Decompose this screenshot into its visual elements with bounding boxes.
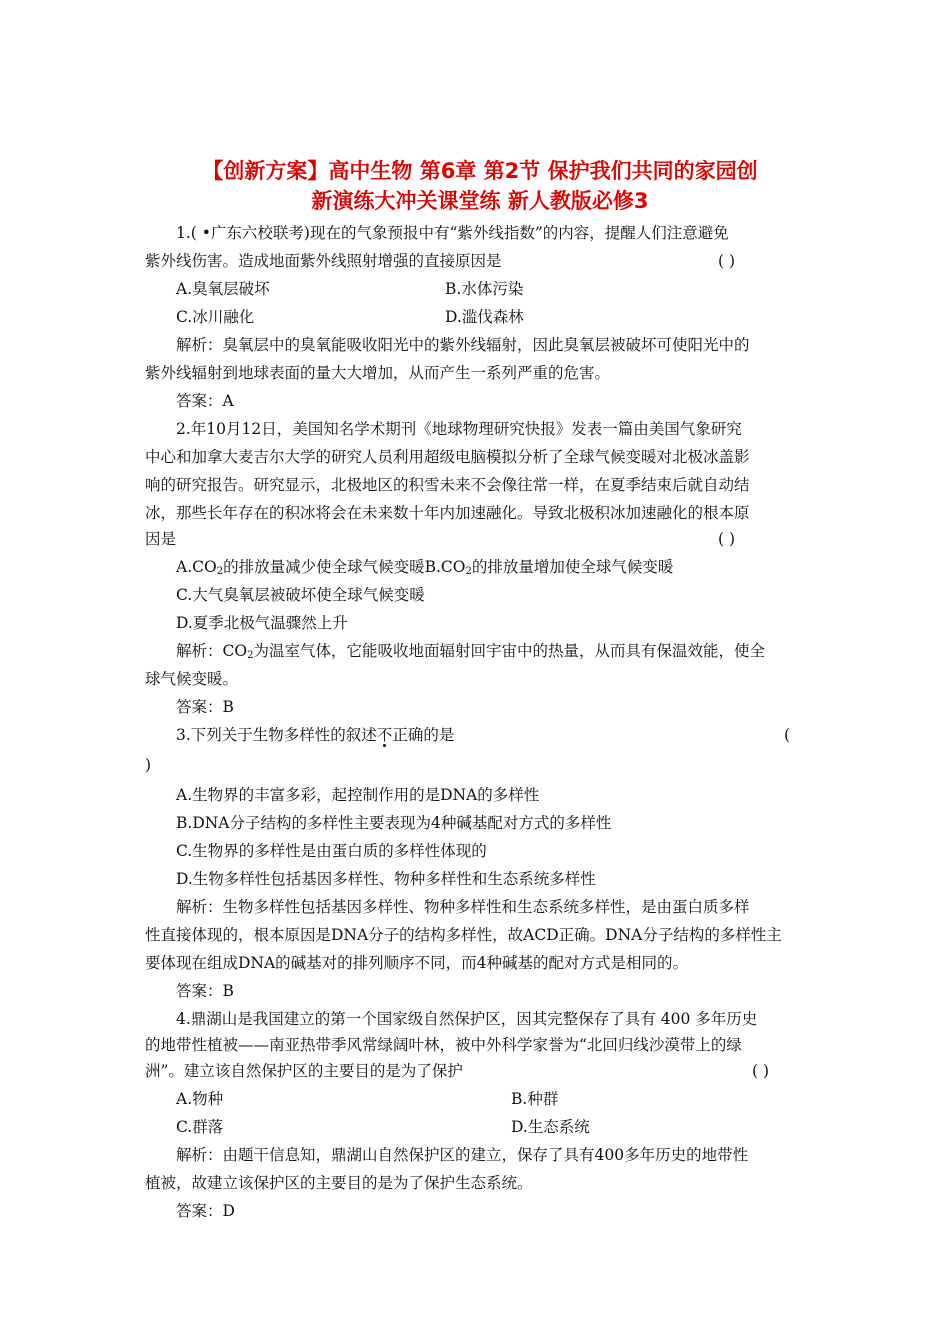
q4-option-b: B.种群 bbox=[511, 1090, 559, 1108]
q1-stem-line-2: 紫外线伤害。造成地面紫外线照射增强的直接原因是 bbox=[145, 252, 502, 270]
q3-stem-suffix: 正确的是 bbox=[392, 726, 455, 744]
q2-option-a-subscript: 2 bbox=[216, 566, 224, 577]
document-title-line-1: 【创新方案】高中生物 第6章 第2节 保护我们共同的家园创 bbox=[202, 159, 758, 183]
q1-answer-blank: ( ) bbox=[718, 252, 736, 270]
q2-option-b-text: 的排放量增加使全球气候变暖 bbox=[471, 558, 674, 576]
q2-analysis-text: 为温室气体，它能吸收地面辐射回宇宙中的热量，从而具有保温效能，使全 bbox=[253, 642, 765, 660]
q4-analysis-line-2: 植被，故建立该保护区的主要目的是为了保护生态系统。 bbox=[145, 1174, 533, 1192]
q2-option-a-b bbox=[176, 556, 673, 583]
q3-option-d: D.生物多样性包括基因多样性、物种多样性和生态系统多样性 bbox=[176, 870, 596, 888]
q4-analysis-line-1: 解析：由题干信息知，鼎湖山自然保护区的建立，保存了具有400多年历史的地带性 bbox=[176, 1146, 749, 1164]
q2-option-b-prefix: B.CO bbox=[424, 558, 466, 576]
q3-stem-prefix: 3.下列关于生物多样性的叙述 bbox=[176, 726, 377, 744]
q3-option-a: A.生物界的丰富多彩，起控制作用的是DNA的多样性 bbox=[176, 786, 540, 804]
q1-option-c: C.冰川融化 bbox=[176, 308, 255, 326]
q2-analysis-line-1 bbox=[176, 640, 765, 667]
document-title-line-2: 新演练大冲关课堂练 新人教版必修3 bbox=[311, 189, 649, 213]
q2-option-d: D.夏季北极气温骤然上升 bbox=[176, 614, 348, 632]
q3-option-c: C.生物界的多样性是由蛋白质的多样性体现的 bbox=[176, 842, 487, 860]
q4-option-a: A.物种 bbox=[176, 1090, 224, 1108]
q3-analysis-line-1: 解析：生物多样性包括基因多样性、物种多样性和生态系统多样性，是由蛋白质多样 bbox=[176, 898, 750, 916]
q2-option-a-prefix: A.CO bbox=[176, 558, 217, 576]
q3-option-b: B.DNA分子结构的多样性主要表现为4种碱基配对方式的多样性 bbox=[176, 814, 612, 832]
q2-analysis-prefix: 解析：CO bbox=[176, 642, 248, 660]
q2-stem-line-2: 中心和加拿大麦吉尔大学的研究人员利用超级电脑模拟分析了全球气候变暖对北极冰盖影 bbox=[145, 448, 750, 466]
q1-analysis-line-2: 紫外线辐射到地球表面的量大大增加，从而产生一系列严重的危害。 bbox=[145, 364, 611, 382]
q2-option-a-text: 的排放量减少使全球气候变暖 bbox=[223, 558, 425, 576]
q3-answer-blank-open: ( bbox=[784, 726, 791, 744]
q4-stem-line-1: 4.鼎湖山是我国建立的第一个国家级自然保护区，因其完整保存了具有 400 多年历史 bbox=[176, 1010, 758, 1028]
q1-option-a: A.臭氧层破坏 bbox=[176, 280, 270, 298]
q3-answer-blank-close: ) bbox=[145, 756, 152, 774]
q4-option-d: D.生态系统 bbox=[511, 1118, 590, 1136]
q4-stem-line-3: 洲”。建立该自然保护区的主要目的是为了保护 bbox=[145, 1062, 463, 1080]
q2-stem-line-5: 因是 bbox=[145, 530, 177, 548]
q2-answer: 答案：B bbox=[176, 698, 234, 716]
q4-answer: 答案：D bbox=[176, 1202, 235, 1220]
q1-answer: 答案：A bbox=[176, 392, 234, 410]
q1-option-b: B.水体污染 bbox=[445, 280, 524, 298]
q3-stem-emphasis: 不 bbox=[376, 726, 393, 744]
q3-stem bbox=[176, 724, 454, 746]
q4-stem-line-2: 的地带性植被——南亚热带季风常绿阔叶林，被中外科学家誉为“北回归线沙漠带上的绿 bbox=[145, 1036, 742, 1054]
q1-stem-line-1: 1.( •广东六校联考)现在的气象预报中有“紫外线指数”的内容，提醒人们注意避免 bbox=[176, 224, 729, 242]
q4-answer-blank: ( ) bbox=[752, 1062, 770, 1080]
q2-analysis-line-2: 球气候变暖。 bbox=[145, 670, 239, 688]
q2-answer-blank: ( ) bbox=[718, 530, 736, 548]
q3-analysis-line-3: 要体现在组成DNA的碱基对的排列顺序不同，而4种碱基的配对方式是相同的。 bbox=[145, 954, 689, 972]
q1-analysis-line-1: 解析：臭氧层中的臭氧能吸收阳光中的紫外线辐射，因此臭氧层被破坏可使阳光中的 bbox=[176, 336, 750, 354]
q2-stem-line-4: 冰，那些长年存在的积冰将会在未来数十年内加速融化。导致北极积冰加速融化的根本原 bbox=[145, 504, 750, 522]
q3-analysis-line-2: 性直接体现的，根本原因是DNA分子的结构多样性，故ACD正确。DNA分子结构的多样性主 bbox=[145, 926, 782, 944]
q2-option-b-subscript: 2 bbox=[465, 566, 472, 577]
q2-stem-line-3: 响的研究报告。研究显示，北极地区的积雪未来不会像往常一样，在夏季结束后就自动结 bbox=[145, 476, 750, 494]
q2-option-c: C.大气臭氧层被破坏使全球气候变暖 bbox=[176, 586, 425, 604]
q2-analysis-subscript: 2 bbox=[247, 650, 254, 661]
q4-option-c: C.群落 bbox=[176, 1118, 224, 1136]
q1-option-d: D.滥伐森林 bbox=[445, 308, 524, 326]
q2-stem-line-1: 2.年10月12日，美国知名学术期刊《地球物理研究快报》发表一篇由美国气象研究 bbox=[176, 420, 742, 438]
q3-answer: 答案：B bbox=[176, 982, 234, 1000]
